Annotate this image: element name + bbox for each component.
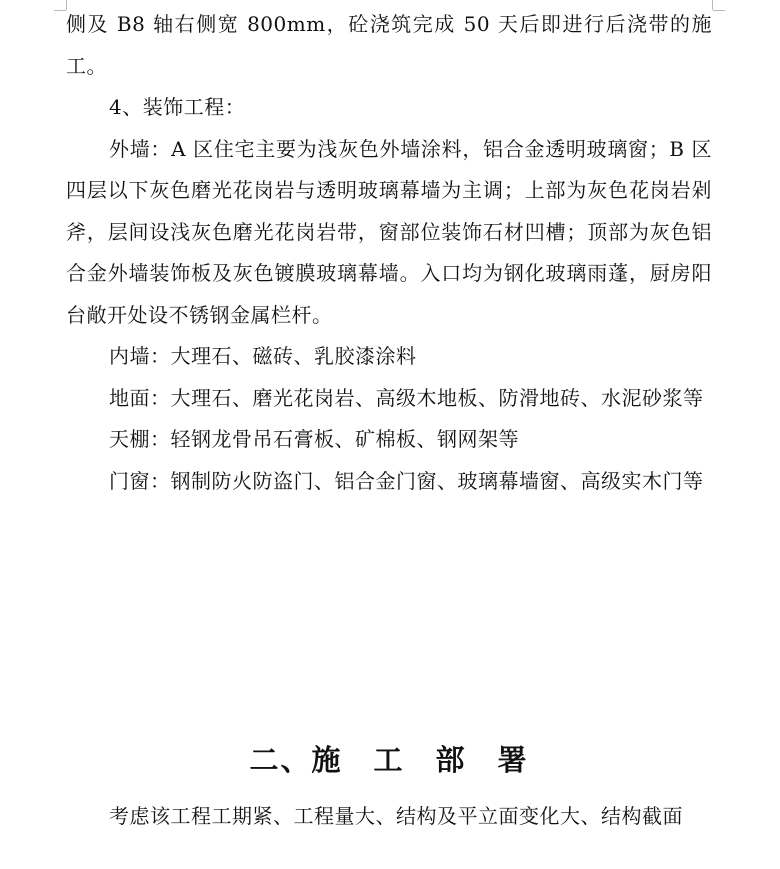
paragraph-ceiling: 天棚：轻钢龙骨吊石膏板、矿棉板、钢网架等 xyxy=(109,427,519,451)
crop-mark-top-left-horizontal xyxy=(54,10,66,11)
section-heading: 二、施 工 部 署 xyxy=(249,743,529,777)
page-spacer xyxy=(66,502,712,738)
paragraph-deployment-intro: 考虑该工程工期紧、工程量大、结构及平立面变化大、结构截面 xyxy=(109,804,683,828)
paragraph-floor: 地面：大理石、磨光花岗岩、高级木地板、防滑地砖、水泥砂浆等 xyxy=(109,385,704,410)
paragraph-doors-windows: 门窗：钢制防火防盗门、铝合金门窗、玻璃幕墙窗、高级实木门等 xyxy=(109,468,704,493)
document-body xyxy=(66,4,712,838)
paragraph-section-decoration-heading: 4、装饰工程： xyxy=(109,95,246,119)
crop-mark-top-right-vertical xyxy=(712,0,713,10)
crop-mark-top-right-horizontal xyxy=(713,10,725,11)
paragraph-interior-wall: 内墙：大理石、磁砖、乳胶漆涂料 xyxy=(109,344,417,368)
paragraph-continuation: 侧及 B8 轴右侧宽 800mm，砼浇筑完成 50 天后即进行后浇带的施工。 xyxy=(66,12,712,78)
paragraph-exterior-wall: 外墙：A 区住宅主要为浅灰色外墙涂料，铝合金透明玻璃窗；B 区四层以下灰色磨光花岗岩与透明玻璃幕墙为主调；上部为灰色花岗岩剁斧，层间设浅灰色磨光花岗岩带，窗部位装饰石材凹槽；顶部为灰色铝合金外墙装饰板及灰色镀膜玻璃幕墙。入口均为钢化玻璃雨蓬，厨房阳台敞开处设不锈钢金属栏杆。 xyxy=(66,136,712,327)
